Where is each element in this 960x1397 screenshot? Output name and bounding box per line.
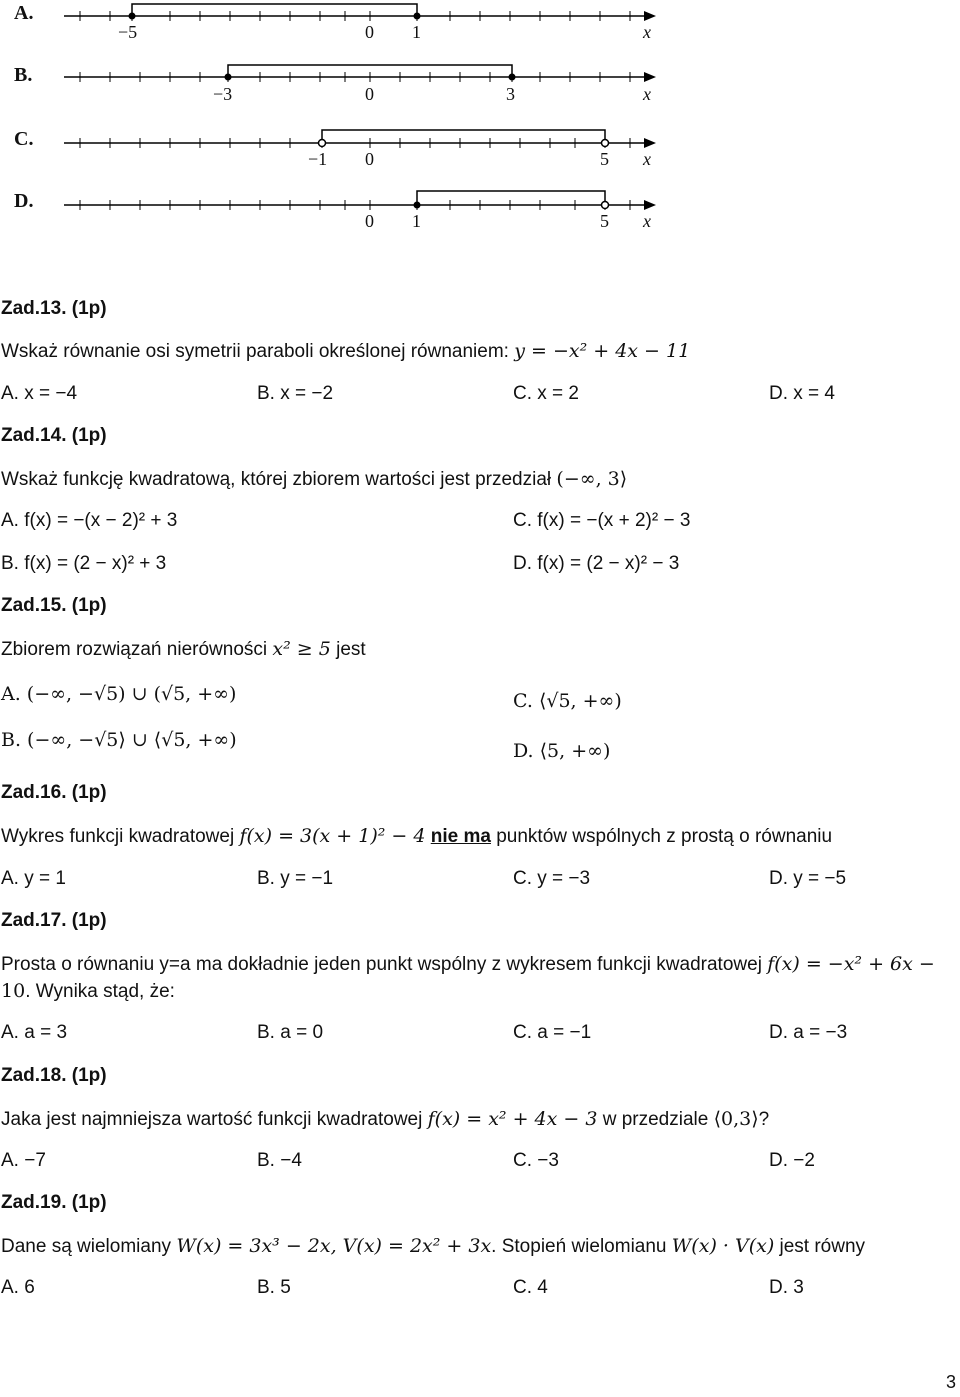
function-expression: f(x) = −x² + 6x − (767, 953, 935, 975)
answer-option[interactable]: C. 4 (513, 1277, 548, 1298)
task-question (1, 468, 627, 491)
tick-label: −3 (213, 84, 233, 104)
tick-label: 0 (365, 211, 374, 231)
tick-label: −1 (308, 149, 328, 169)
answer-option[interactable]: B. −4 (257, 1150, 302, 1171)
tick-label: 5 (600, 149, 609, 169)
task-title: Zad.15. (1p) (1, 595, 107, 616)
answer-option[interactable]: A. a = 3 (1, 1022, 68, 1043)
question-text: Wykres funkcji kwadratowej (1, 826, 240, 847)
function-expression: f(x) = 3(x + 1)² − 4 (239, 825, 426, 847)
question-text: jest (330, 639, 366, 660)
axis-x-label: x (643, 22, 651, 42)
tick-label: 1 (412, 211, 421, 231)
interval: (−∞, 3⟩ (556, 468, 628, 490)
answer-option[interactable]: B. y = −1 (257, 868, 334, 889)
tick-label: 1 (412, 22, 421, 42)
tick-label: 0 (365, 84, 374, 104)
answer-option[interactable]: D. 3 (769, 1277, 804, 1298)
task-title: Zad.19. (1p) (1, 1192, 107, 1213)
answer-option[interactable]: A. f(x) = −(x − 2)² + 3 (1, 510, 178, 531)
answer-option[interactable]: A. x = −4 (1, 383, 78, 404)
answer-option[interactable]: C. a = −1 (513, 1022, 592, 1043)
answer-option[interactable]: C. ⟨√5, +∞) (513, 690, 622, 712)
question-text: jest równy (774, 1236, 866, 1257)
question-text: Jaka jest najmniejsza wartość funkcji kwadratowej (1, 1109, 428, 1130)
option-label: D. (14, 190, 34, 212)
answer-option[interactable]: B. (−∞, −√5⟩ ∪ ⟨√5, +∞) (1, 729, 237, 751)
task-title: Zad.13. (1p) (1, 298, 107, 319)
tick-label: 3 (506, 84, 515, 104)
question-text: Wskaż funkcję kwadratową, której zbiorem wartości jest przedział (1, 469, 557, 490)
equation: y = −x² + 4x − 11 (514, 340, 691, 362)
option-label: C. (14, 128, 34, 150)
interval: ⟨0,3⟩ (713, 1108, 759, 1130)
axis-x-label: x (643, 84, 651, 104)
polynomials: W(x) = 3x³ − 2x, V(x) = 2x² + 3x (176, 1235, 492, 1257)
task-question (1, 953, 935, 976)
option-label: B. (14, 64, 33, 86)
task-question (1, 825, 832, 848)
question-text: Prosta o równaniu y=a ma dokładnie jeden punkt wspólny z wykresem funkcji kwadratowej (1, 954, 768, 975)
answer-option[interactable]: C. x = 2 (513, 383, 579, 404)
question-text: w przedziale (597, 1109, 714, 1130)
answer-option[interactable]: D. y = −5 (769, 868, 847, 889)
answer-option[interactable]: B. f(x) = (2 − x)² + 3 (1, 553, 167, 574)
function-expression: f(x) = x² + 4x − 3 (427, 1108, 598, 1130)
axis-x-label: x (643, 211, 651, 231)
answer-option[interactable]: D. −2 (769, 1150, 815, 1171)
emphasis-text: nie ma (430, 826, 491, 847)
task-title: Zad.16. (1p) (1, 782, 107, 803)
answer-option[interactable]: D. a = −3 (769, 1022, 848, 1043)
question-text: . Stopień wielomianu (491, 1236, 672, 1257)
answer-option[interactable]: A. −7 (1, 1150, 46, 1171)
task-title: Zad.18. (1p) (1, 1065, 107, 1086)
answer-option[interactable]: D. ⟨5, +∞) (513, 740, 611, 762)
answer-option[interactable]: A. y = 1 (1, 868, 66, 889)
task-question (1, 638, 366, 661)
answer-option[interactable]: C. −3 (513, 1150, 559, 1171)
answer-option[interactable]: D. f(x) = (2 − x)² − 3 (513, 553, 680, 574)
task-title: Zad.14. (1p) (1, 425, 107, 446)
question-text: ? (758, 1109, 770, 1130)
question-text: Zbiorem rozwiązań nierówności (1, 639, 273, 660)
answer-option[interactable]: B. x = −2 (257, 383, 334, 404)
task-title: Zad.17. (1p) (1, 910, 107, 931)
answer-option[interactable]: B. a = 0 (257, 1022, 324, 1043)
task-question-continued (1, 980, 175, 1003)
page-number: 3 (945, 1372, 956, 1392)
question-text: . Wynika stąd, że: (25, 981, 175, 1002)
answer-option[interactable]: A. (−∞, −√5) ∪ (√5, +∞) (1, 683, 237, 705)
task-question (1, 1108, 769, 1131)
number-line-d (0, 178, 700, 248)
tick-label: 0 (365, 22, 374, 42)
question-text: punktów wspólnych z prostą o równaniu (490, 826, 833, 847)
task-question (1, 340, 690, 363)
answer-option[interactable]: A. 6 (1, 1277, 35, 1298)
question-text: Dane są wielomiany (1, 1236, 177, 1257)
answer-option[interactable]: D. x = 4 (769, 383, 835, 404)
axis-x-label: x (643, 149, 651, 169)
tick-label: 5 (600, 211, 609, 231)
answer-option[interactable]: C. f(x) = −(x + 2)² − 3 (513, 510, 691, 531)
inequality: x² ≥ 5 (272, 638, 331, 660)
tick-label: −5 (118, 22, 138, 42)
constant-term: 10 (1, 980, 26, 1002)
product-expression: W(x) · V(x) (671, 1235, 775, 1257)
answer-option[interactable]: B. 5 (257, 1277, 291, 1298)
tick-label: 0 (365, 149, 374, 169)
answer-option[interactable]: C. y = −3 (513, 868, 591, 889)
question-text: Wskaż równanie osi symetrii paraboli określonej równaniem: (1, 341, 515, 362)
task-question (1, 1235, 865, 1258)
option-label: A. (14, 2, 34, 24)
number-line-graphic (0, 178, 700, 248)
